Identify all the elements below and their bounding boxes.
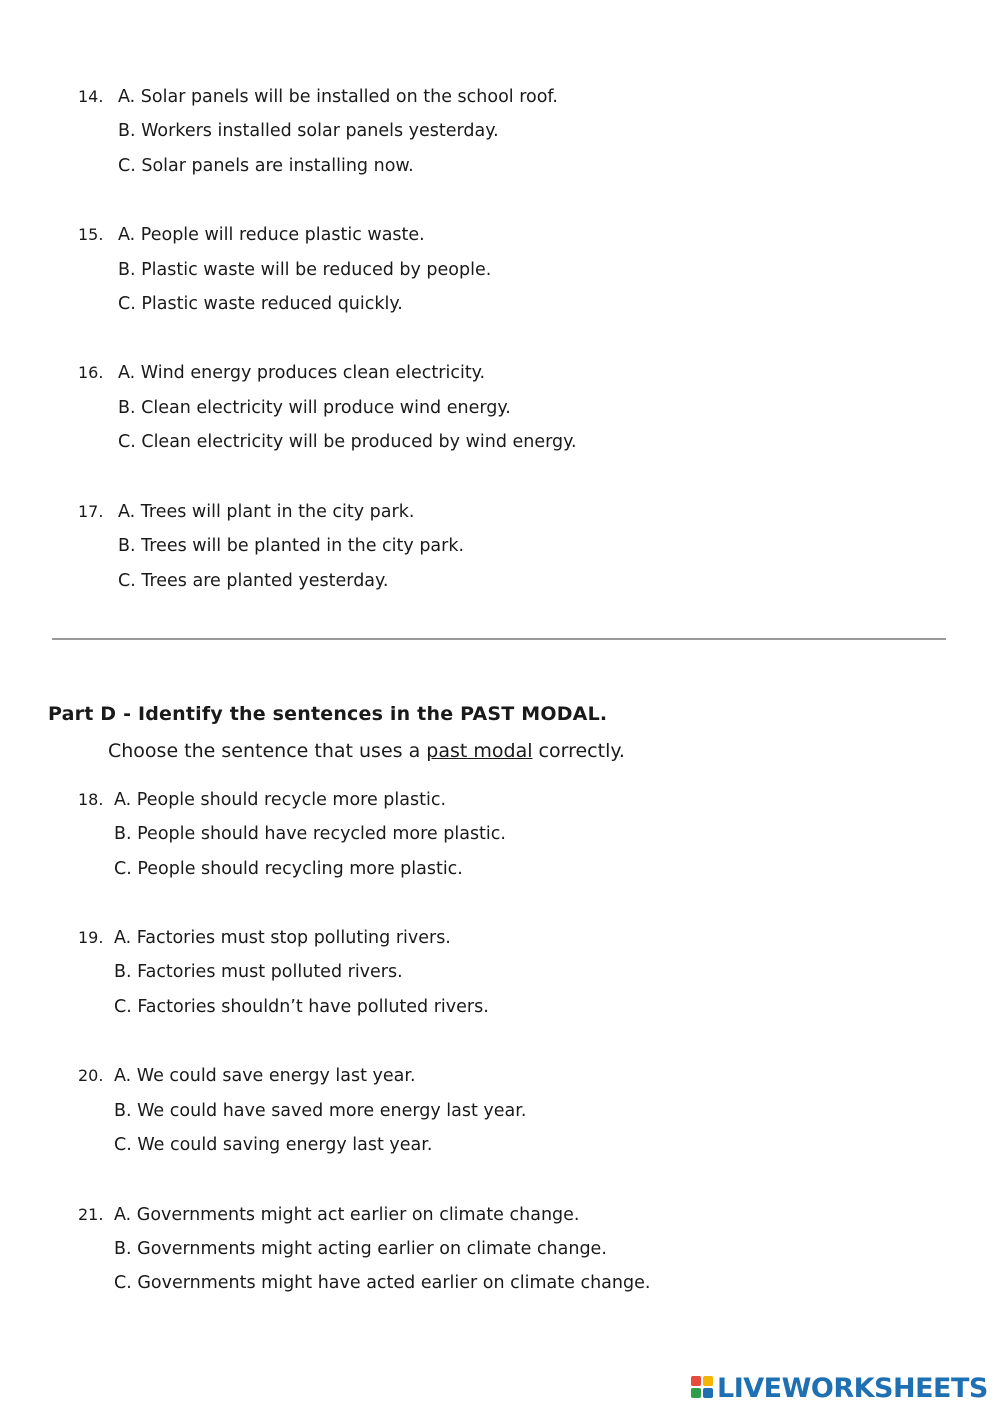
option-c[interactable]: C. Plastic waste reduced quickly. — [118, 294, 403, 314]
question-number: 15. — [78, 225, 104, 244]
instruction-text: Choose the sentence that uses a — [108, 740, 427, 762]
liveworksheets-logo-icon — [691, 1376, 715, 1400]
section-divider — [52, 638, 946, 640]
liveworksheets-logo — [691, 1374, 988, 1402]
logo-square-red — [691, 1376, 701, 1386]
question-number: 16. — [78, 363, 104, 382]
option-a[interactable]: A. Governments might act earlier on climate change. — [114, 1205, 580, 1225]
logo-square-blue — [703, 1388, 713, 1398]
option-b[interactable]: B. Plastic waste will be reduced by people. — [118, 260, 492, 280]
part-d-heading: Part D - Identify the sentences in the PAST MODAL. — [48, 703, 608, 725]
logo-square-yellow — [703, 1376, 713, 1386]
option-a[interactable]: A. People will reduce plastic waste. — [118, 225, 425, 245]
option-a[interactable]: A. Trees will plant in the city park. — [118, 502, 415, 522]
question-number: 21. — [78, 1205, 104, 1224]
question-number: 20. — [78, 1066, 104, 1085]
option-c[interactable]: C. Trees are planted yesterday. — [118, 571, 389, 591]
option-a[interactable]: A. People should recycle more plastic. — [114, 790, 447, 810]
logo-text: LIVEWORKSHEETS — [717, 1372, 988, 1404]
option-b[interactable]: B. We could have saved more energy last year. — [114, 1101, 527, 1121]
option-c[interactable]: C. Clean electricity will be produced by wind energy. — [118, 432, 577, 452]
option-c[interactable]: C. Governments might have acted earlier on climate change. — [114, 1273, 651, 1293]
instruction-underlined: past modal — [426, 740, 533, 762]
option-a[interactable]: A. Wind energy produces clean electricity. — [118, 363, 486, 383]
option-b[interactable]: B. Governments might acting earlier on climate change. — [114, 1239, 607, 1259]
option-b[interactable]: B. Clean electricity will produce wind energy. — [118, 398, 511, 418]
option-c[interactable]: C. We could saving energy last year. — [114, 1135, 433, 1155]
question-number: 14. — [78, 87, 104, 106]
option-b[interactable]: B. Trees will be planted in the city park. — [118, 536, 465, 556]
part-d-instruction — [108, 740, 625, 762]
option-b[interactable]: B. People should have recycled more plastic. — [114, 824, 506, 844]
option-c[interactable]: C. People should recycling more plastic. — [114, 859, 463, 879]
option-a[interactable]: A. Solar panels will be installed on the school roof. — [118, 87, 558, 107]
option-b[interactable]: B. Factories must polluted rivers. — [114, 962, 403, 982]
option-c[interactable]: C. Factories shouldn’t have polluted rivers. — [114, 997, 489, 1017]
option-b[interactable]: B. Workers installed solar panels yesterday. — [118, 121, 499, 141]
option-c[interactable]: C. Solar panels are installing now. — [118, 156, 414, 176]
instruction-text-end: correctly. — [532, 740, 625, 762]
question-number: 19. — [78, 928, 104, 947]
question-number: 17. — [78, 502, 104, 521]
logo-square-green — [691, 1388, 701, 1398]
option-a[interactable]: A. Factories must stop polluting rivers. — [114, 928, 451, 948]
option-a[interactable]: A. We could save energy last year. — [114, 1066, 416, 1086]
question-number: 18. — [78, 790, 104, 809]
